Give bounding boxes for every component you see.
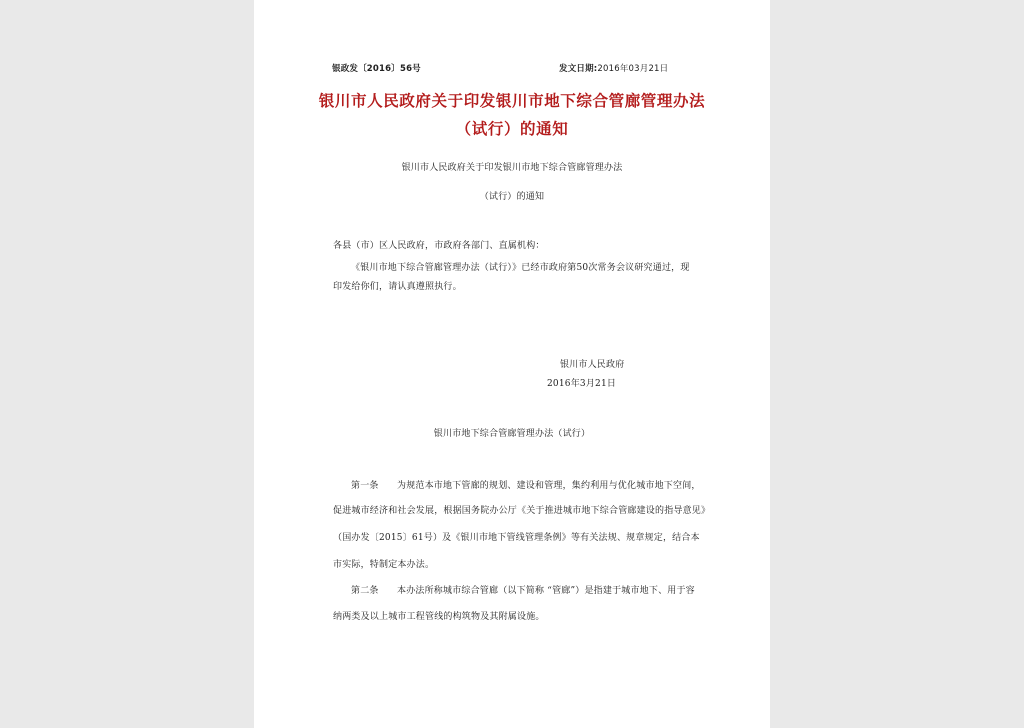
document-title-line2: （试行）的通知 bbox=[455, 119, 569, 138]
addressee: 各县（市）区人民政府，市政府各部门、直属机构： bbox=[333, 241, 545, 251]
issue-date bbox=[559, 63, 668, 75]
issue-date-label: 发文日期: bbox=[559, 64, 598, 74]
article-1-line3: （国办发〔2015〕61号）及《银川市地下管线管理条例》等有关法规、规章规定，结合本 bbox=[333, 533, 700, 543]
issue-date-value: 2016年03月21日 bbox=[597, 64, 669, 74]
notice-paragraph-line1: 《银川市地下综合管廊管理办法（试行）》已经市政府第50次常务会议研究通过，现 bbox=[351, 263, 690, 273]
signing-organization: 银川市人民政府 bbox=[560, 360, 625, 370]
notice-subtitle-line2: （试行）的通知 bbox=[479, 192, 545, 202]
notice-subtitle-line1: 银川市人民政府关于印发银川市地下综合管廊管理办法 bbox=[401, 163, 623, 173]
signing-date: 2016年3月21日 bbox=[547, 379, 617, 389]
article-2-line1: 第二条 本办法所称城市综合管廊（以下简称 “管廊”）是指建于城市地下、用于容 bbox=[351, 586, 695, 596]
article-1-line2: 促进城市经济和社会发展，根据国务院办公厅《关于推进城市地下综合管廊建设的指导意见》 bbox=[333, 506, 711, 516]
article-1-line1: 第一条 为规范本市地下管廊的规划、建设和管理，集约利用与优化城市地下空间， bbox=[351, 481, 701, 491]
article-1-line4: 市实际，特制定本办法。 bbox=[333, 560, 435, 570]
article-2-line2: 纳两类及以上城市工程管线的构筑物及其附属设施。 bbox=[333, 612, 545, 622]
notice-paragraph-line2: 印发给你们，请认真遵照执行。 bbox=[333, 282, 462, 292]
document-number: 银政发〔2016〕56号 bbox=[332, 64, 421, 74]
document-page bbox=[254, 0, 770, 728]
document-title-line1: 银川市人民政府关于印发银川市地下综合管廊管理办法 bbox=[318, 91, 706, 110]
regulation-title: 银川市地下综合管廊管理办法（试行） bbox=[433, 429, 591, 439]
